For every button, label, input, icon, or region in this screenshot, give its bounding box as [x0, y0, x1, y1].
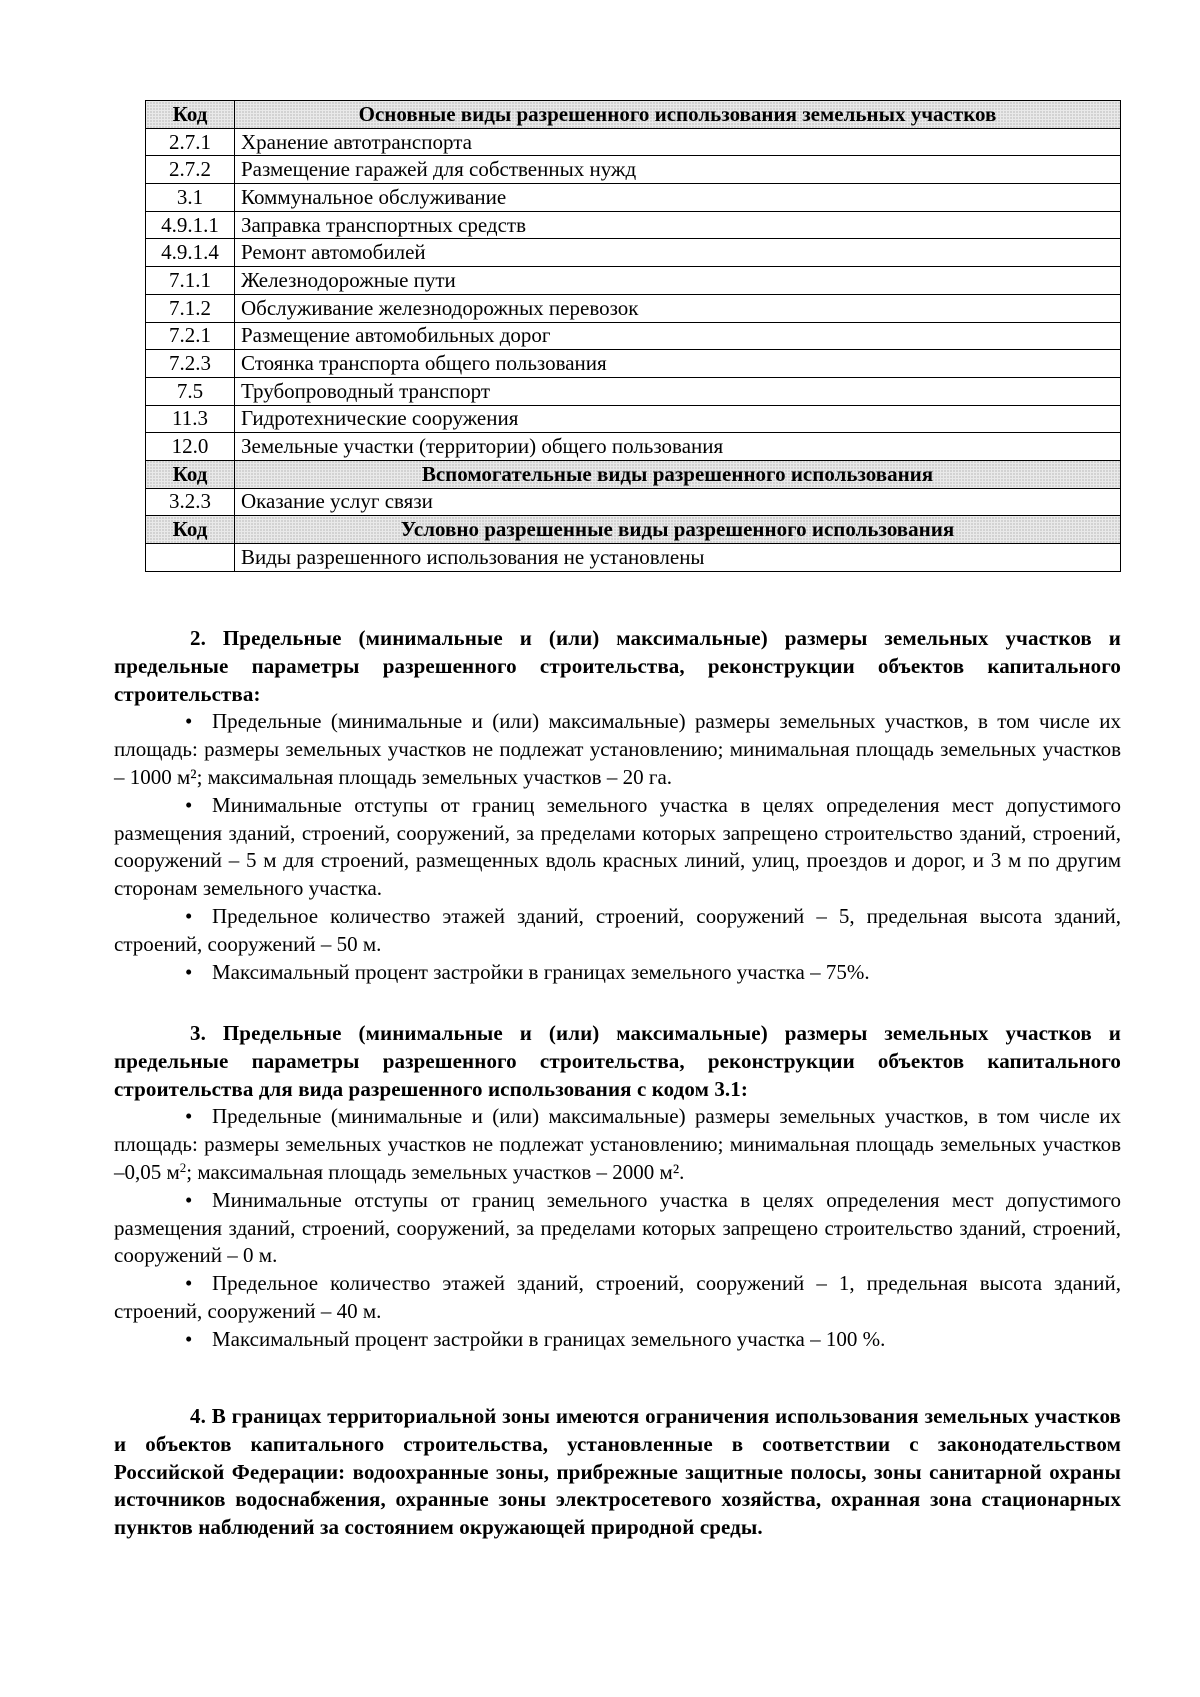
name-cell: Заправка транспортных средств — [235, 211, 1121, 239]
table-row — [146, 184, 1121, 212]
bullet-text: Максимальный процент застройки в границах земельного участка – 75%. — [212, 959, 870, 984]
bullet-icon: • — [185, 792, 193, 817]
bullet-icon: • — [185, 959, 193, 984]
bullet-text: Предельное количество этажей зданий, строений, сооружений – 1, предельная высота зданий, строений, сооружений – 40 м. — [114, 1271, 1121, 1323]
code-cell: 12.0 — [146, 433, 235, 461]
bullet-item — [114, 708, 1121, 791]
section-2-heading: 2. Предельные (минимальные и (или) максимальные) размеры земельных участков и предельные параметры разрешенного строительства, реконструкции объектов капитального строительства: — [114, 626, 1121, 706]
bullet-text: Предельные (минимальные и (или) максимальные) размеры земельных участков, в том числе их площадь: размеры земельных участков не подлежат установлению; минимальная площадь земельных участков – 1000 м²; максимальная площадь земельных участков – 20 га. — [114, 709, 1121, 789]
bullet-item — [114, 1187, 1121, 1270]
bullet-item — [114, 1103, 1121, 1186]
table-row — [146, 294, 1121, 322]
table-row — [146, 377, 1121, 405]
name-cell: Виды разрешенного использования не установлены — [235, 544, 1121, 572]
code-header: Код — [146, 460, 235, 488]
bullet-item — [114, 792, 1121, 903]
main-uses-header: Основные виды разрешенного использования земельных участков — [235, 101, 1121, 129]
name-cell: Стоянка транспорта общего пользования — [235, 350, 1121, 378]
name-cell: Гидротехнические сооружения — [235, 405, 1121, 433]
auxiliary-uses-header: Вспомогательные виды разрешенного использования — [235, 460, 1121, 488]
bullet-text: Предельное количество этажей зданий, строений, сооружений – 5, предельная высота зданий, строений, сооружений – 50 м. — [114, 903, 1121, 956]
table-row — [146, 128, 1121, 156]
land-use-table — [145, 100, 1121, 572]
name-cell: Хранение автотранспорта — [235, 128, 1121, 156]
bullet-item — [114, 1326, 1121, 1354]
section-4-heading: 4. В границах территориальной зоны имеются ограничения использования земельных участков и объектов капитального строительства, установленные в соответствии с законодательством Российской Федерации: водоохранные зоны, прибрежные защитные полосы, зоны санитарной охраны источников водоснабжения, охранные зоны электросетевого хозяйства, охранная зона стационарных пунктов наблюдений за состоянием окружающей природной среды. — [114, 1404, 1121, 1540]
bullet-text: Максимальный процент застройки в границах земельного участка – 100 %. — [212, 1326, 886, 1351]
table-row — [146, 322, 1121, 350]
code-header: Код — [146, 516, 235, 544]
bullet-item — [114, 959, 1121, 987]
bullet-text: ; максимальная площадь земельных участков – 2000 м². — [186, 1159, 685, 1184]
table-row — [146, 239, 1121, 267]
bullet-item — [114, 1270, 1121, 1326]
table-row — [146, 544, 1121, 572]
code-cell: 4.9.1.1 — [146, 211, 235, 239]
name-cell: Размещение гаражей для собственных нужд — [235, 156, 1121, 184]
code-cell: 11.3 — [146, 405, 235, 433]
section-2 — [114, 625, 1121, 986]
table-row — [146, 156, 1121, 184]
name-cell: Размещение автомобильных дорог — [235, 322, 1121, 350]
bullet-icon: • — [185, 1187, 193, 1212]
table-row — [146, 267, 1121, 295]
bullet-text: Предельные (минимальные и (или) максимальные) размеры земельных участков, в том числе их площадь: размеры земельных участков не подлежат установлению; минимальная площадь земельных участков –0,05 м — [114, 1104, 1121, 1184]
table-header-row — [146, 516, 1121, 544]
bullet-item — [114, 903, 1121, 959]
bullet-icon: • — [185, 1271, 193, 1296]
name-cell: Ремонт автомобилей — [235, 239, 1121, 267]
code-cell: 7.1.2 — [146, 294, 235, 322]
code-cell: 4.9.1.4 — [146, 239, 235, 267]
table-row — [146, 433, 1121, 461]
section-4 — [114, 1403, 1121, 1542]
code-cell: 7.2.1 — [146, 322, 235, 350]
section-3 — [114, 1020, 1121, 1354]
code-cell: 7.5 — [146, 377, 235, 405]
code-cell — [146, 544, 235, 572]
name-cell: Коммунальное обслуживание — [235, 184, 1121, 212]
name-cell: Земельные участки (территории) общего пользования — [235, 433, 1121, 461]
table-row — [146, 405, 1121, 433]
bullet-icon: • — [185, 1326, 193, 1351]
conditional-uses-header: Условно разрешенные виды разрешенного использования — [235, 516, 1121, 544]
code-cell: 7.2.3 — [146, 350, 235, 378]
name-cell: Обслуживание железнодорожных перевозок — [235, 294, 1121, 322]
bullet-icon: • — [185, 903, 193, 928]
table-header-row — [146, 460, 1121, 488]
table-row — [146, 488, 1121, 516]
name-cell: Трубопроводный транспорт — [235, 377, 1121, 405]
code-cell: 7.1.1 — [146, 267, 235, 295]
bullet-icon: • — [185, 709, 193, 734]
table-row — [146, 350, 1121, 378]
name-cell: Оказание услуг связи — [235, 488, 1121, 516]
section-3-heading: 3. Предельные (минимальные и (или) максимальные) размеры земельных участков и предельные параметры разрешенного строительства, реконструкции объектов капитального строительства для вида разрешенного использования с кодом 3.1: — [114, 1021, 1121, 1101]
superscript: 2 — [179, 1159, 187, 1175]
table-header-row — [146, 101, 1121, 129]
code-cell: 2.7.2 — [146, 156, 235, 184]
code-cell: 2.7.1 — [146, 128, 235, 156]
code-cell: 3.1 — [146, 184, 235, 212]
code-header: Код — [146, 101, 235, 129]
name-cell: Железнодорожные пути — [235, 267, 1121, 295]
bullet-icon: • — [185, 1104, 193, 1129]
bullet-text: Минимальные отступы от границ земельного участка в целях определения мест допустимого размещения зданий, строений, сооружений, за пределами которых запрещено строительство зданий, строений, сооружений – 0 м. — [114, 1187, 1121, 1268]
table-row — [146, 211, 1121, 239]
code-cell: 3.2.3 — [146, 488, 235, 516]
bullet-text: Минимальные отступы от границ земельного участка в целях определения мест допустимого размещения зданий, строений, сооружений, за пределами которых запрещено строительство зданий, строений, сооружений – 5 м для строений, размещенных вдоль красных линий, улиц, проездов и дорог, и 3 м по другим сторонам земельного участка. — [114, 792, 1121, 901]
